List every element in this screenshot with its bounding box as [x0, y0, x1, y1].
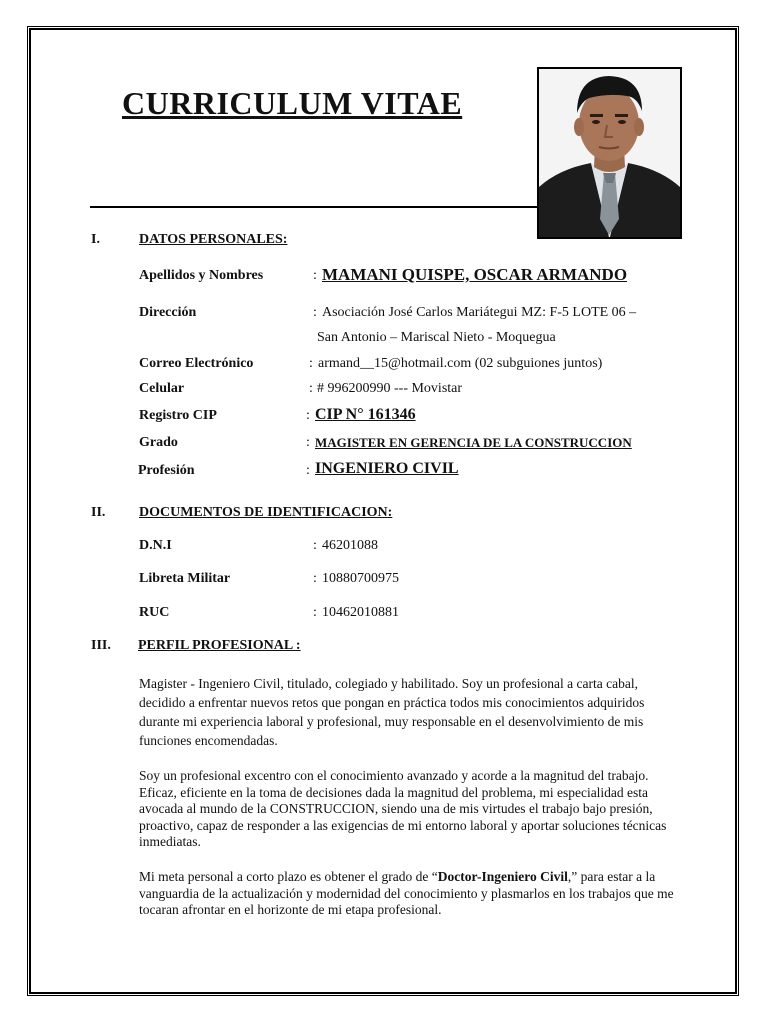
- dni-label: D.N.I: [139, 538, 172, 553]
- ruc-value: 10462010881: [322, 605, 399, 620]
- name-label: Apellidos y Nombres: [139, 268, 264, 283]
- colon: :: [306, 435, 310, 450]
- ruc-label: RUC: [139, 605, 170, 620]
- colon: :: [309, 381, 313, 396]
- title-divider: [90, 206, 538, 208]
- profession-value: INGENIERO CIVIL: [315, 460, 459, 477]
- phone-label: Celular: [139, 381, 185, 396]
- degree-label: Grado: [139, 435, 178, 450]
- document-title: CURRICULUM VITAE: [122, 85, 463, 121]
- colon: :: [309, 356, 313, 371]
- colon: :: [306, 408, 310, 423]
- email-label: Correo Electrónico: [139, 356, 254, 371]
- address-label: Dirección: [139, 305, 197, 320]
- profile-paragraph-3-end: ,” para estar a la vanguardia de la actualización y modernidad del conocimiento y plasmarlos en los trabajos que me tocaran afrontar en el horizonte de mi etapa profesional.: [139, 869, 674, 917]
- cip-value: CIP N° 161346: [315, 406, 416, 423]
- colon: :: [306, 463, 310, 478]
- name-value: MAMANI QUISPE, OSCAR ARMANDO: [322, 265, 628, 284]
- section-number-personal: I.: [91, 232, 100, 247]
- colon: :: [313, 305, 317, 320]
- profile-photo-icon: [539, 69, 680, 237]
- phone-value: # 996200990 --- Movistar: [317, 381, 463, 396]
- cip-label: Registro CIP: [139, 408, 217, 423]
- profile-photo: [537, 67, 682, 239]
- colon: :: [313, 571, 317, 586]
- section-title-profile: PERFIL PROFESIONAL :: [138, 638, 301, 653]
- degree-value: MAGISTER EN GERENCIA DE LA CONSTRUCCION: [315, 435, 632, 450]
- profession-label: Profesión: [138, 463, 195, 478]
- profile-paragraph-3-bold: Doctor-Ingeniero Civil: [437, 869, 568, 884]
- email-value: armand__15@hotmail.com (02 subguiones juntos): [318, 356, 603, 371]
- colon: :: [313, 268, 317, 283]
- colon: :: [313, 538, 317, 553]
- profile-paragraph-3-start: Mi meta personal a corto plazo es obtener el grado de “: [139, 869, 438, 884]
- colon: :: [313, 605, 317, 620]
- profile-paragraph-2: Soy un profesional excentro con el conocimiento avanzado y acorde a la magnitud del trabajo. Eficaz, eficiente en la toma de decisiones dada la magnitud del problema, mi especialidad esta avocada al mundo de la CONSTRUCCION, siendo una de mis virtudes el trabajo bajo presión, proactivo, capaz de responder a las exigencias de mi entorno laboral y aportar soluciones técnicas inmediatas.: [139, 768, 667, 849]
- military-label: Libreta Militar: [139, 571, 231, 586]
- profile-paragraph-1: Magister - Ingeniero Civil, titulado, colegiado y habilitado. Soy un profesional a carta cabal, decidido a enfrentar nuevos retos que pongan en práctica todos mis conocimientos adquiridos durante mi experiencia laboral y profesional, muy responsable en el desenvolvimiento de mis funciones encomendadas.: [139, 676, 645, 748]
- section-title-documents: DOCUMENTOS DE IDENTIFICACION:: [139, 505, 393, 520]
- address-value-line2: San Antonio – Mariscal Nieto - Moquegua: [317, 330, 556, 345]
- profile-paragraph-3: [139, 869, 679, 919]
- military-value: 10880700975: [322, 571, 399, 586]
- section-number-documents: II.: [91, 505, 106, 520]
- section-title-personal: DATOS PERSONALES:: [139, 232, 288, 247]
- section-number-profile: III.: [91, 638, 111, 653]
- dni-value: 46201088: [322, 538, 378, 553]
- address-value-line1: Asociación José Carlos Mariátegui MZ: F-5 LOTE 06 –: [322, 305, 637, 320]
